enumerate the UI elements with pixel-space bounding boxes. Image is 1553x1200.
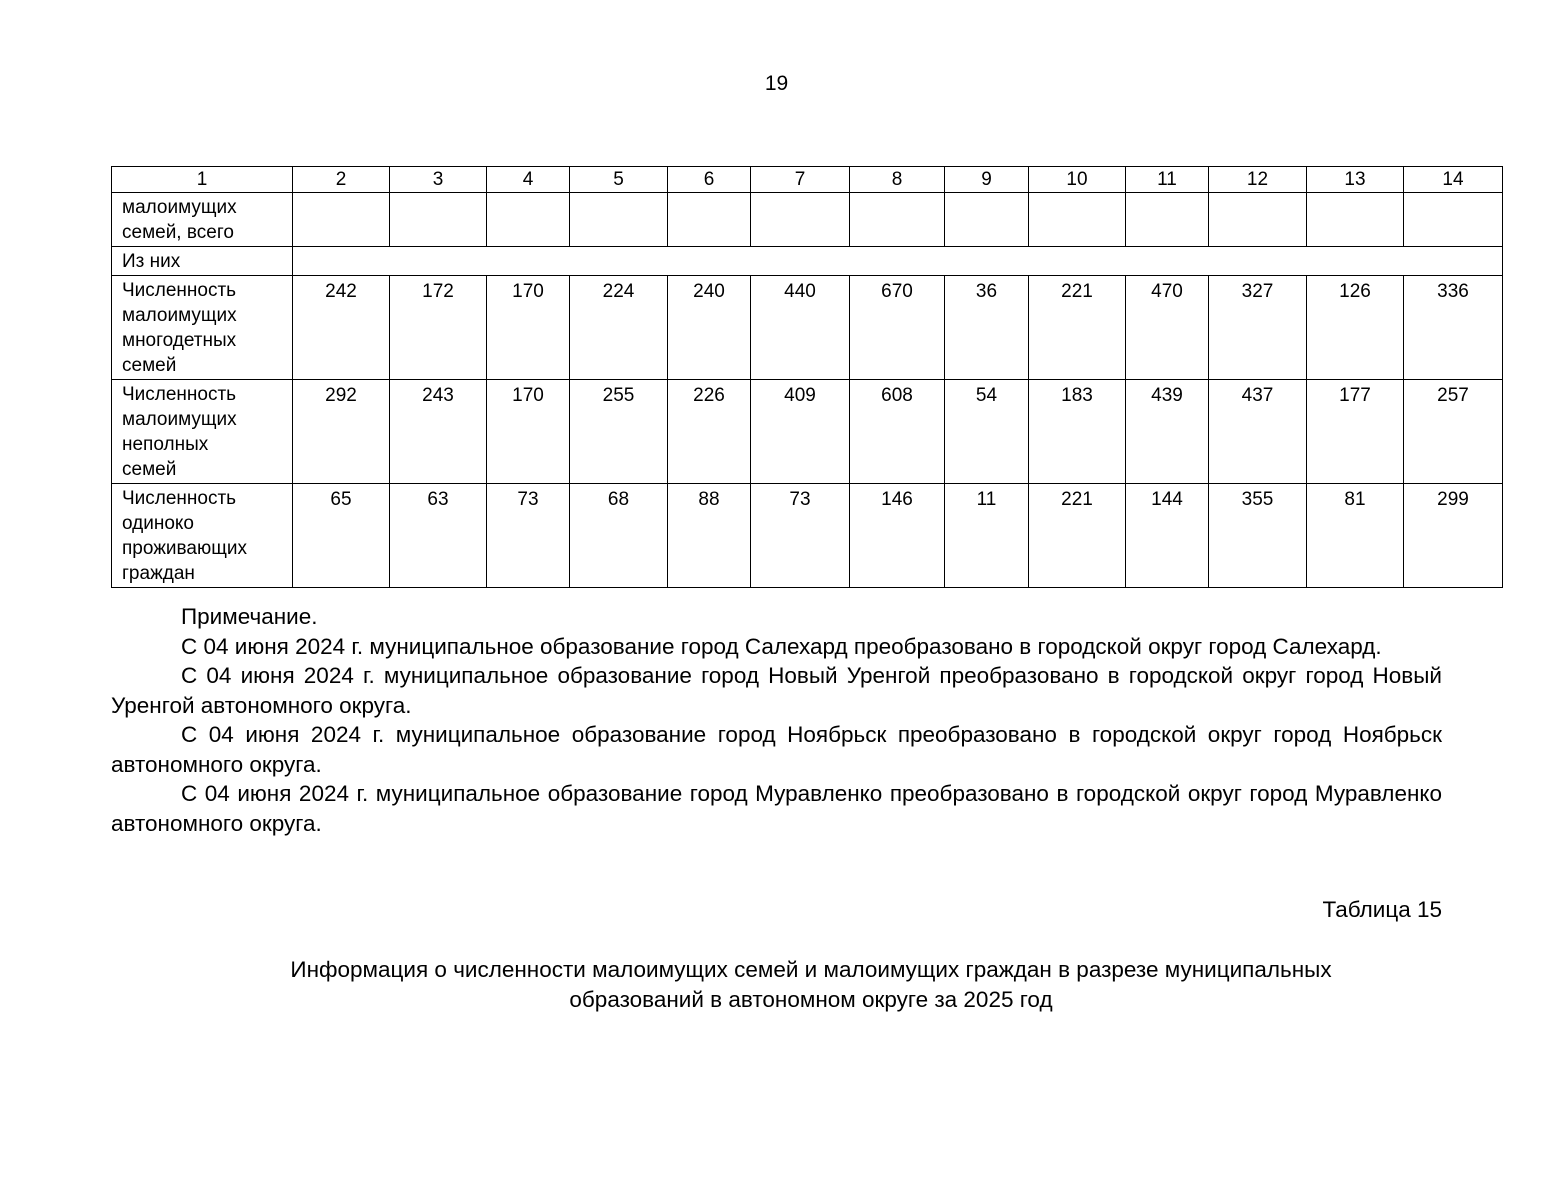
table-cell: 437 xyxy=(1209,380,1307,484)
table-cell: 327 xyxy=(1209,276,1307,380)
table-cell: 608 xyxy=(850,380,945,484)
table-cell: 242 xyxy=(293,276,390,380)
table-cell: 81 xyxy=(1307,484,1404,588)
table-cell: 126 xyxy=(1307,276,1404,380)
table-cell-empty xyxy=(293,193,390,247)
row-label xyxy=(112,380,293,484)
table-cell: 221 xyxy=(1029,276,1126,380)
table-cell: 670 xyxy=(850,276,945,380)
row-label-line: неполных xyxy=(122,434,209,455)
table-cell: 226 xyxy=(668,380,751,484)
table-cell-merged xyxy=(293,247,1503,276)
table-cell: 170 xyxy=(487,380,570,484)
row-label-line: семей, всего xyxy=(122,222,234,243)
row-label-line: малоимущих xyxy=(122,305,237,326)
column-header: 3 xyxy=(390,167,487,193)
subheader-label: Из них xyxy=(112,247,293,276)
row-label-line: многодетных xyxy=(122,330,237,351)
row-label-line: малоимущих xyxy=(122,409,237,430)
notes-section xyxy=(111,602,1442,838)
page-number: 19 xyxy=(764,72,789,95)
table-cell-empty xyxy=(945,193,1029,247)
row-label-line: Численность xyxy=(122,488,237,509)
column-header: 11 xyxy=(1126,167,1209,193)
table-cell-empty xyxy=(1307,193,1404,247)
table-cell-empty xyxy=(1209,193,1307,247)
table-row xyxy=(112,484,1503,588)
table-cell: 68 xyxy=(570,484,668,588)
table-cell: 299 xyxy=(1404,484,1503,588)
table-cell: 183 xyxy=(1029,380,1126,484)
column-header: 10 xyxy=(1029,167,1126,193)
table-cell: 88 xyxy=(668,484,751,588)
column-header: 2 xyxy=(293,167,390,193)
table-cell: 224 xyxy=(570,276,668,380)
table-cell: 63 xyxy=(390,484,487,588)
table-cell-empty xyxy=(668,193,751,247)
notes-heading: Примечание. xyxy=(181,604,318,629)
table-row xyxy=(112,276,1503,380)
table-cell: 36 xyxy=(945,276,1029,380)
table-cell: 439 xyxy=(1126,380,1209,484)
table-cell: 240 xyxy=(668,276,751,380)
table-title-line: образований в автономном округе за 2025 год xyxy=(569,986,1053,1012)
table-cell: 65 xyxy=(293,484,390,588)
row-label-line: проживающих xyxy=(122,538,247,559)
row-label xyxy=(112,276,293,380)
table-row-subheader xyxy=(112,247,1503,276)
table-title xyxy=(111,955,1511,1014)
table-cell: 336 xyxy=(1404,276,1503,380)
table-cell: 73 xyxy=(487,484,570,588)
column-header: 7 xyxy=(751,167,850,193)
column-header: 9 xyxy=(945,167,1029,193)
row-label-line: граждан xyxy=(122,563,195,584)
row-label xyxy=(112,484,293,588)
note-paragraph: С 04 июня 2024 г. муниципальное образование город Ноябрьск преобразовано в городской округ город Ноябрьск автономного округа. xyxy=(111,722,1442,777)
row-label-line: семей xyxy=(122,459,177,480)
table-cell: 11 xyxy=(945,484,1029,588)
column-header: 6 xyxy=(668,167,751,193)
row-label-line: семей xyxy=(122,355,177,376)
row-label-line: Численность xyxy=(122,384,237,405)
column-header: 5 xyxy=(570,167,668,193)
table-cell-empty xyxy=(1404,193,1503,247)
table-cell-empty xyxy=(1126,193,1209,247)
column-header: 8 xyxy=(850,167,945,193)
table-cell: 177 xyxy=(1307,380,1404,484)
table-row-continuation xyxy=(112,193,1503,247)
table-cell-empty xyxy=(390,193,487,247)
column-header: 1 xyxy=(112,167,293,193)
row-label-line: одиноко xyxy=(122,513,195,534)
table-cell: 255 xyxy=(570,380,668,484)
table-cell: 292 xyxy=(293,380,390,484)
table-cell: 172 xyxy=(390,276,487,380)
table-cell: 409 xyxy=(751,380,850,484)
table-cell: 355 xyxy=(1209,484,1307,588)
table-row xyxy=(112,380,1503,484)
data-table xyxy=(111,166,1503,588)
row-label-line: малоимущих xyxy=(122,197,237,218)
table-cell-empty xyxy=(570,193,668,247)
row-label xyxy=(112,193,293,247)
column-header: 12 xyxy=(1209,167,1307,193)
column-header: 4 xyxy=(487,167,570,193)
table-cell-empty xyxy=(487,193,570,247)
table-cell-empty xyxy=(751,193,850,247)
table-header-row xyxy=(112,167,1503,193)
table-cell: 54 xyxy=(945,380,1029,484)
table-cell: 144 xyxy=(1126,484,1209,588)
table-cell: 470 xyxy=(1126,276,1209,380)
row-label-line: Численность xyxy=(122,280,237,301)
table-cell: 257 xyxy=(1404,380,1503,484)
note-paragraph: С 04 июня 2024 г. муниципальное образование город Муравленко преобразовано в городской округ город Муравленко автономного округа. xyxy=(111,781,1442,836)
table-cell: 170 xyxy=(487,276,570,380)
table-caption: Таблица 15 xyxy=(1322,897,1442,922)
table-cell-empty xyxy=(850,193,945,247)
table-title-line: Информация о численности малоимущих семей и малоимущих граждан в разрезе муниципальных xyxy=(290,957,1332,982)
note-paragraph: С 04 июня 2024 г. муниципальное образование город Салехард преобразовано в городской округ город Салехард. xyxy=(181,633,1382,659)
table-cell: 146 xyxy=(850,484,945,588)
note-paragraph: С 04 июня 2024 г. муниципальное образование город Новый Уренгой преобразовано в городской округ город Новый Уренгой автономного округа. xyxy=(111,663,1442,718)
table-cell-empty xyxy=(1029,193,1126,247)
table-cell: 221 xyxy=(1029,484,1126,588)
table-cell: 73 xyxy=(751,484,850,588)
column-header: 14 xyxy=(1404,167,1503,193)
column-header: 13 xyxy=(1307,167,1404,193)
table-cell: 243 xyxy=(390,380,487,484)
table-cell: 440 xyxy=(751,276,850,380)
